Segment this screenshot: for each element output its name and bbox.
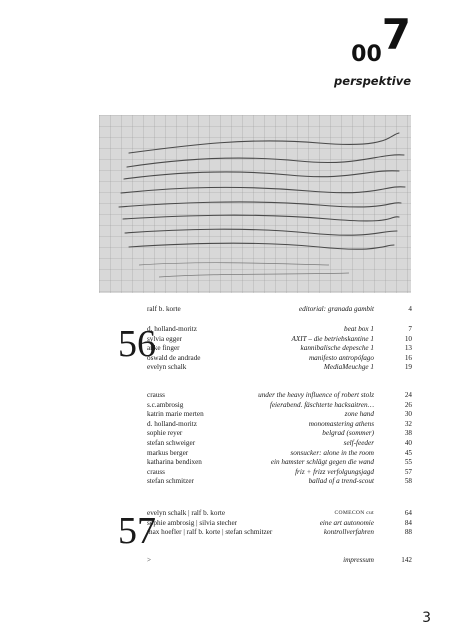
toc-row[interactable] <box>147 468 412 478</box>
toc-group-main <box>147 391 412 487</box>
toc-page: 16 <box>404 353 412 362</box>
toc-page: 30 <box>404 410 412 419</box>
toc-group-56 <box>147 325 412 373</box>
toc-page: 26 <box>404 400 412 409</box>
toc-row[interactable] <box>147 391 412 401</box>
toc-title: COMECON cut <box>334 510 374 516</box>
toc-author: > <box>147 556 152 564</box>
toc-title: belgrad (sommer) <box>322 429 374 438</box>
toc-page: 45 <box>404 448 412 457</box>
toc-page: 57 <box>404 467 412 476</box>
toc-row[interactable] <box>147 519 412 529</box>
toc-page: 88 <box>404 528 412 537</box>
toc-title: editorial: granada gambit <box>298 305 374 313</box>
toc-page: 58 <box>404 477 412 486</box>
toc-author: katrin marie merten <box>147 410 204 419</box>
toc-title: sonsucker: alone in the room <box>290 448 374 457</box>
toc-author: anke finger <box>147 344 180 353</box>
toc-title: kontrollverfahren <box>323 528 374 537</box>
toc-title: kannibalische depesche 1 <box>300 344 374 353</box>
toc-group-intro <box>147 305 412 315</box>
toc-page: 84 <box>404 518 412 527</box>
toc-author: katharina bendixen <box>147 458 202 467</box>
toc-title: ballad of a trend-scout <box>308 477 374 486</box>
toc-row[interactable] <box>147 363 412 373</box>
toc-author: oswald de andrade <box>147 353 201 362</box>
toc-row[interactable] <box>147 477 412 487</box>
toc-author: d. holland-moritz <box>147 325 197 333</box>
toc-author: stefan schweiger <box>147 438 196 447</box>
toc-title: zone hand <box>344 410 374 419</box>
toc-author: evelyn schalk <box>147 363 187 372</box>
toc-row[interactable] <box>147 429 412 439</box>
toc-title: MediaMeuchge 1 <box>323 363 374 372</box>
toc-row[interactable] <box>147 528 412 538</box>
issue-57-marker: 57 <box>118 510 156 552</box>
toc-title: impressum <box>343 556 374 564</box>
issue-number <box>351 10 411 71</box>
toc-author: crauss <box>147 467 165 476</box>
toc-row[interactable] <box>147 458 412 468</box>
toc-page: 24 <box>404 391 412 399</box>
toc-row[interactable] <box>147 344 412 354</box>
toc-title: self-feeder <box>343 438 374 447</box>
issue-prefix: 00 <box>351 42 382 67</box>
toc-page: 64 <box>404 509 412 517</box>
toc-row[interactable] <box>147 354 412 364</box>
toc-row[interactable] <box>147 449 412 459</box>
toc-title: AXIT – die betriebskantine 1 <box>291 334 374 343</box>
toc-page: 32 <box>404 419 412 428</box>
toc-group-appendix <box>147 556 412 566</box>
toc-row[interactable] <box>147 420 412 430</box>
toc-author: d. holland-moritz <box>147 419 197 428</box>
toc-title: beat box 1 <box>344 325 374 333</box>
toc-author: max hoefler | ralf b. korte | stefan schmitzer <box>147 528 273 537</box>
toc-page: 142 <box>401 556 412 564</box>
issue-56-marker: 56 <box>118 323 156 365</box>
toc-row[interactable] <box>147 509 412 519</box>
toc-row[interactable] <box>147 335 412 345</box>
toc-author: evelyn schalk | ralf b. korte <box>147 509 226 517</box>
toc-row[interactable] <box>147 439 412 449</box>
toc-title: monomastering athens <box>308 419 374 428</box>
toc-title: under the heavy influence of robert stolz <box>258 391 374 399</box>
toc-author: sophie ambrosig | silvia stecher <box>147 518 238 527</box>
toc-row[interactable] <box>147 556 412 566</box>
toc-page: 55 <box>404 458 412 467</box>
section-title: perspektive <box>334 74 411 88</box>
toc-author: ralf b. korte <box>147 305 181 313</box>
toc-title: friz + frizz verfolgungsjagd <box>295 467 374 476</box>
page-number: 3 <box>422 610 431 626</box>
toc-page: 38 <box>404 429 412 438</box>
toc-page: 4 <box>408 305 412 313</box>
toc-title: manifesto antropófago <box>308 353 374 362</box>
toc-author: crauss <box>147 391 165 399</box>
grid-drawing-artwork <box>99 115 411 293</box>
toc-page: 7 <box>408 325 412 333</box>
toc-page: 19 <box>404 363 412 372</box>
toc-author: s.c.ambrosig <box>147 400 184 409</box>
toc-author: sophie reyer <box>147 429 183 438</box>
toc-group-57 <box>147 509 412 538</box>
toc-row[interactable] <box>147 410 412 420</box>
toc-author: markus berger <box>147 448 189 457</box>
toc-row[interactable] <box>147 401 412 411</box>
toc-author: stefan schmitzer <box>147 477 194 486</box>
issue-digit: 7 <box>381 10 411 59</box>
toc-title: eine art autonomie <box>319 518 374 527</box>
toc-page: 10 <box>404 334 412 343</box>
toc-row[interactable] <box>147 305 412 315</box>
toc-row[interactable] <box>147 325 412 335</box>
toc-page: 13 <box>404 344 412 353</box>
toc-page: 40 <box>404 438 412 447</box>
toc-title: ein hamster schlägt gegen die wand <box>270 458 374 467</box>
toc-title: feierabend. fäschterte hacksaitren… <box>269 400 374 409</box>
toc-author: sylvia egger <box>147 334 182 343</box>
